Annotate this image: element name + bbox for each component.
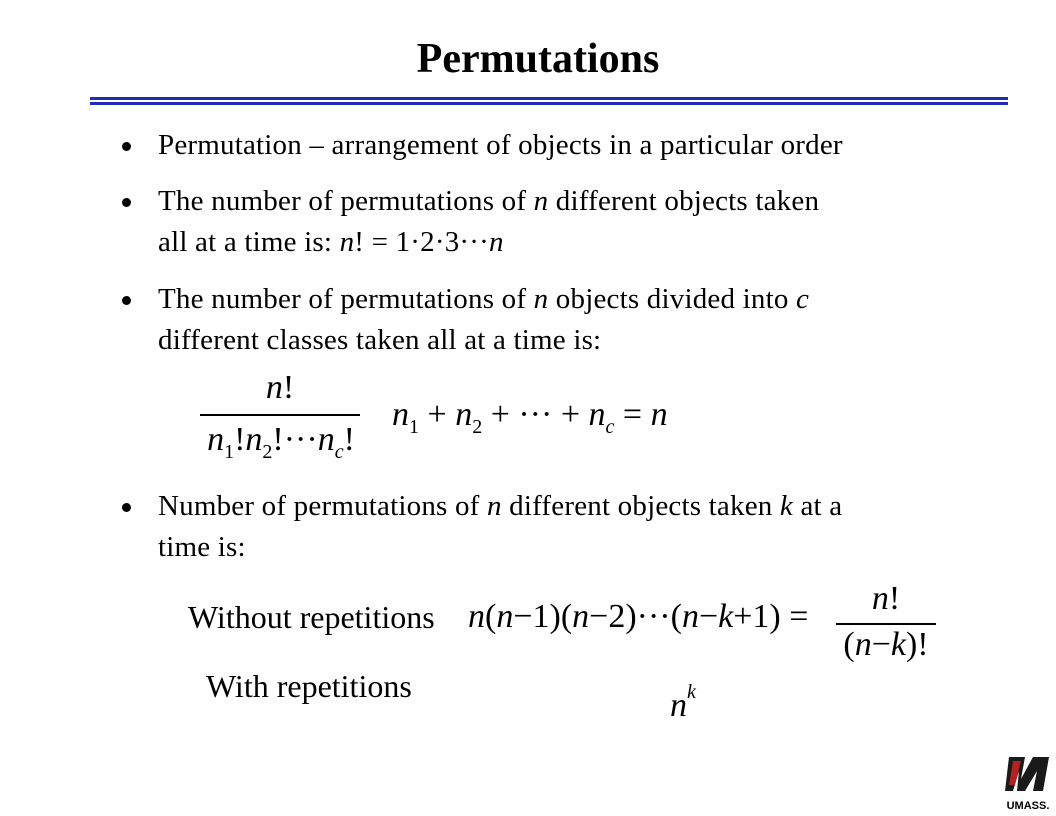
bullet-4-text [158, 486, 958, 568]
bullet-2-part: all at a time is: [158, 226, 340, 258]
title-rule-bottom [90, 102, 1008, 105]
var-n: n [533, 185, 549, 217]
bullet-4-part: time is: [158, 531, 246, 563]
with-repetitions-label: With repetitions [206, 668, 412, 704]
bullet-3-part: objects divided into [548, 283, 797, 315]
sum-constraint: $n_1 + n_2$ + ··· + $n_c = n$ [392, 396, 668, 438]
bullet-2-part: different objects taken [548, 185, 820, 217]
without-repetitions-expr: n(n−1)(n−2)···(n−k+1) = [468, 598, 809, 635]
bullet-3-part: different classes taken all at a time is: [158, 324, 602, 356]
bullet-1-text: Permutation – arrangement of objects in a particular order [158, 129, 843, 161]
bullet-2-part: The number of permutations of [158, 185, 534, 217]
bullet-dot [122, 296, 131, 305]
multinomial-numerator: n! [265, 369, 295, 406]
var-n: n [533, 283, 549, 315]
fraction-denominator: (n−k)! [843, 626, 929, 663]
bullet-dot [122, 198, 131, 207]
bullet-3-text [158, 279, 958, 361]
bullet-dot [122, 142, 131, 151]
title-rule-top [90, 97, 1008, 100]
bullet-4-part: at a [793, 490, 843, 522]
without-repetitions-label: Without repetitions [188, 599, 435, 635]
umass-logo-icon [1003, 755, 1053, 813]
multinomial-denominator: $n_1!n_2!\cdot\cdot\cdot n_c$! [207, 421, 355, 463]
bullet-4-part: Number of permutations of [158, 490, 487, 522]
var-c: c [796, 283, 810, 315]
factorial-formula: n! = 1·2·3···n [339, 226, 504, 258]
bullet-3-part: The number of permutations of [158, 283, 534, 315]
bullet-dot [122, 503, 131, 512]
var-n: n [486, 490, 502, 522]
fraction-numerator: n! [871, 580, 901, 617]
bullet-2-text [158, 181, 958, 263]
var-k: k [779, 490, 793, 522]
logo-text: UMASS. [1006, 800, 1050, 812]
slide-title: Permutations [416, 36, 660, 82]
bullet-4-part: different objects taken [501, 490, 780, 522]
with-repetitions-expr: $n^k$ [670, 681, 696, 724]
fraction-bar [200, 414, 360, 416]
